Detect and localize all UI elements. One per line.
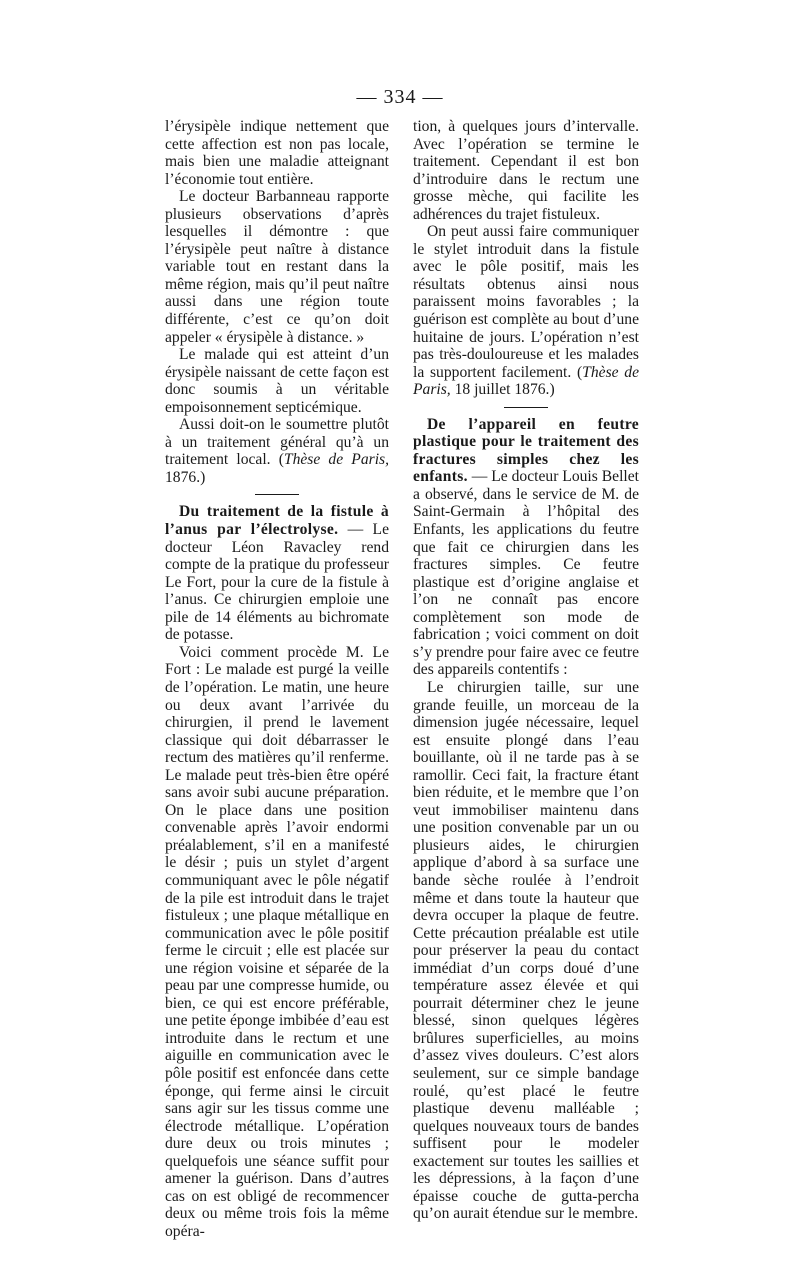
section-divider <box>504 407 548 408</box>
paragraph-text: On peut aussi faire communiquer le stylet introduit dans la fistule avec le pôle positif, mais les résultats obtenus ainsi nous paraissent moins favorables ; la guérison est complète au bout d’une huitaine de jours. L’opération n’est pas très-douloureuse et les malades la supportent facilement. ( <box>413 223 639 381</box>
section-heading: Du traitement de la fistule à l’anus par l’électrolyse. <box>165 503 389 539</box>
right-column <box>413 118 639 1223</box>
left-column <box>165 118 389 1240</box>
paragraph: Le docteur Barbanneau rapporte plusieurs observations d’après lesquelles il démontre : que l’érysipèle peut naître à distance variable tout en restant dans la même région, mais qu’il peut naître aussi dans une région toute différente, c’est ce qu’on doit appeler « érysipèle à distance. » <box>165 188 389 346</box>
citation-date: 18 juillet 1876.) <box>450 381 555 399</box>
paragraph: Voici comment procède M. Le Fort : Le malade est purgé la veille de l’opération. Le matin, une heure ou deux avant l’arrivée du chirurgien, il prend le lavement classique qui doit débarrasser le rectum des matières qu’il renferme. Le malade peut très-bien être opéré sans avoir subi aucune préparation. On le place dans une position convenable après l’avoir endormi préalablement, s’il en a manifesté le désir ; puis un stylet d’argent communiquant avec le pôle négatif de la pile est introduit dans le trajet fistuleux ; une plaque métallique en communication avec le pôle positif ferme le circuit ; elle est placée sur une région voisine et séparée de la peau par une compresse humide, ou bien, ce qui est encore préférable, une petite éponge imbibée d’eau est introduite dans le rectum et une aiguille en communication avec le pôle positif est enfoncée dans cette éponge, qui ferme ainsi le circuit sans agir sur les tissus comme une électrode métallique. L’opération dure deux ou trois minutes ; quelquefois une séance suffit pour amener la guérison. Dans d’autres cas on est obligé de recommencer deux ou même trois fois la même opéra- <box>165 643 389 1240</box>
paragraph <box>413 223 639 398</box>
section-paragraph <box>413 416 639 679</box>
paragraph: Le chirurgien taille, sur une grande feuille, un morceau de la dimension jugée nécessaire, lequel est ensuite plongé dans l’eau bouillante, où il ne tarde pas à se ramollir. Ceci fait, la fracture étant bien réduite, et le membre que l’on veut immobiliser maintenu dans une position convenable par un ou plusieurs aides, le chirurgien applique d’abord à sa surface une bande sèche roulée à l’endroit même et dans toute la hauteur que devra occuper la plaque de feutre. Cette précaution préalable est utile pour préserver la peau du contact immédiat d’un corps doué d’une température assez élevée et qui pourrait déterminer chez le jeune blessé, sinon quelques légères brûlures superficielles, au moins d’assez vives douleurs. C’est alors seulement, sur ce simple bandage roulé, qu’est placé le feutre plastique devenu malléable ; quelques nouveaux tours de bandes suffisent pour le modeler exactement sur toutes les saillies et les dépressions, à la façon d’une épaisse couche de gutta-percha qu’on aurait étendue sur le membre. <box>413 678 639 1223</box>
citation: Thèse de Paris, <box>413 363 639 399</box>
paragraph: l’érysipèle indique nettement que cette affection est non pas locale, mais bien une maladie atteignant l’économie tout entière. <box>165 118 389 188</box>
section-heading: De l’appareil en feutre plastique pour le traitement des fractures simples chez les enfants. <box>413 415 639 486</box>
paragraph-text: Aussi doit-on le soumettre plutôt à un traitement général qu’à un traitement local. ( <box>165 416 389 469</box>
section-paragraph <box>165 503 389 643</box>
paragraph-text: — Le docteur Léon Ravacley rend compte de la pratique du professeur Le Fort, pour la cure de la fistule à l’anus. Ce chirurgien emploie une pile de 14 éléments au bichromate de potasse. <box>165 521 389 644</box>
paragraph-text: — Le docteur Louis Bellet a observé, dans le service de M. de Saint-Germain à l’hôpital des Enfants, les applications du feutre que fait ce chirurgien dans les fractures simples. Ce feutre plastique est d’origine anglaise et l’on ne connaît pas encore complètement son mode de fabrication ; voici comment on doit s’y prendre pour faire avec ce feutre des appareils contentifs : <box>413 468 639 679</box>
citation: Thèse de Paris, <box>283 451 389 469</box>
paragraph: tion, à quelques jours d’intervalle. Avec l’opération se termine le traitement. Cependant il est bon d’introduire dans le rectum une grosse mèche, qui facilite les adhérences du trajet fistuleux. <box>413 118 639 223</box>
paragraph <box>165 416 389 486</box>
citation-date: 1876.) <box>165 468 206 486</box>
paragraph: Le malade qui est atteint d’un érysipèle naissant de cette façon est donc soumis à un véritable empoisonnement septicémique. <box>165 346 389 416</box>
section-divider <box>255 494 299 495</box>
page-number: — 334 — <box>356 86 444 108</box>
